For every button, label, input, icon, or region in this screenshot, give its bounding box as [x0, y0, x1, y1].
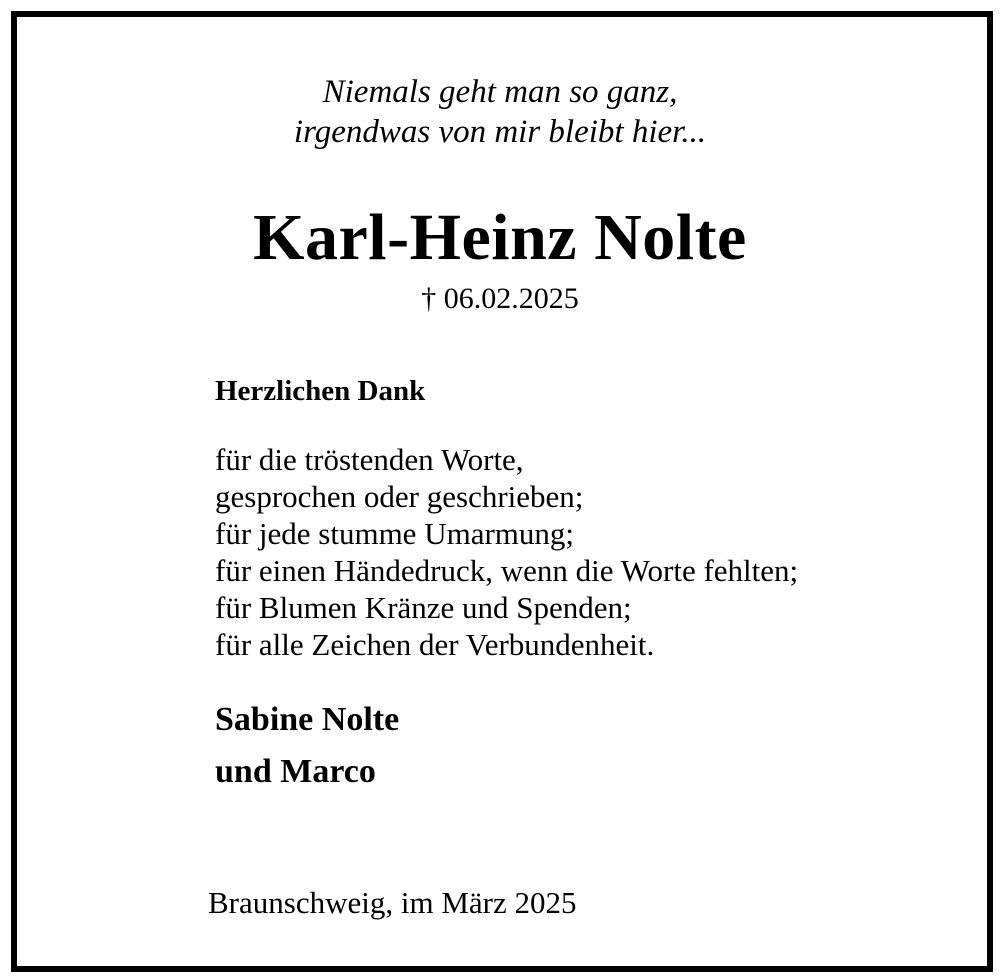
signature	[215, 694, 399, 798]
thanks-line: für die tröstenden Worte,	[215, 442, 524, 477]
motto	[0, 72, 1000, 152]
thanks-line: für einen Händedruck, wenn die Worte fehlten;	[215, 553, 799, 588]
thanks-line: für jede stumme Umarmung;	[215, 516, 574, 551]
motto-line-1: Niemals geht man so ganz,	[322, 74, 678, 110]
signature-line-2: und Marco	[215, 753, 376, 790]
thanks-line: für Blumen Kränze und Spenden;	[215, 590, 632, 625]
motto-line-2: irgendwas von mir bleibt hier...	[293, 114, 707, 150]
signature-line-1: Sabine Nolte	[215, 701, 400, 738]
thanks-title: Herzlichen Dank	[215, 375, 426, 407]
place-and-date: Braunschweig, im März 2025	[208, 885, 577, 920]
deceased-name: Karl-Heinz Nolte	[253, 201, 747, 274]
thanks-line: gesprochen oder geschrieben;	[215, 479, 584, 514]
death-date: † 06.02.2025	[421, 282, 579, 315]
thanks-lines	[215, 441, 798, 663]
thanks-line: für alle Zeichen der Verbundenheit.	[215, 627, 655, 662]
